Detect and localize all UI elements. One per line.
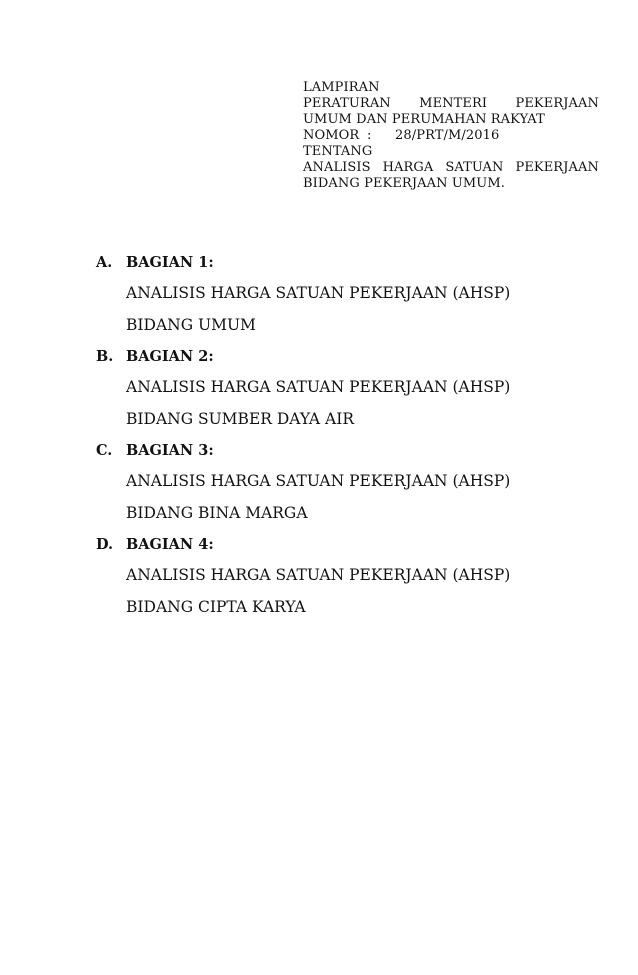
section-d <box>96 534 616 618</box>
section-b <box>96 346 616 430</box>
section-title: BAGIAN 2: <box>126 348 214 365</box>
section-line: ANALISIS HARGA SATUAN PEKERJAAN (AHSP) <box>126 378 511 396</box>
header-line-analisis <box>303 160 599 176</box>
section-line: ANALISIS HARGA SATUAN PEKERJAAN (AHSP) <box>126 566 511 584</box>
section-line: BIDANG CIPTA KARYA <box>126 598 306 616</box>
header-word: PEKERJAAN <box>515 160 599 175</box>
header-line-bidang: BIDANG PEKERJAAN UMUM. <box>303 176 505 191</box>
section-line: BIDANG UMUM <box>126 316 256 334</box>
header-line-tentang: TENTANG <box>303 144 373 159</box>
header-line-lampiran: LAMPIRAN <box>303 80 380 95</box>
section-title: BAGIAN 4: <box>126 536 214 553</box>
section-letter: A. <box>96 254 113 271</box>
section-title: BAGIAN 3: <box>126 442 214 459</box>
header-word: SATUAN <box>445 160 504 175</box>
section-heading <box>96 440 616 462</box>
section-letter: B. <box>96 348 114 365</box>
section-letter: C. <box>96 442 113 459</box>
section-line: BIDANG SUMBER DAYA AIR <box>126 410 354 428</box>
section-c <box>96 440 616 524</box>
section-list <box>96 252 616 618</box>
section-heading <box>96 534 616 556</box>
header-word: ANALISIS <box>303 160 371 175</box>
nomor-label: NOMOR <box>303 128 360 143</box>
nomor-colon: : <box>367 128 372 143</box>
section-letter: D. <box>96 536 114 553</box>
section-heading <box>96 252 616 274</box>
header-word: PERATURAN <box>303 96 391 111</box>
section-line: ANALISIS HARGA SATUAN PEKERJAAN (AHSP) <box>126 284 511 302</box>
section-title: BAGIAN 1: <box>126 254 214 271</box>
section-line: BIDANG BINA MARGA <box>126 504 308 522</box>
nomor-value: 28/PRT/M/2016 <box>395 128 500 143</box>
lampiran-header <box>303 80 599 192</box>
header-line-nomor <box>303 128 599 144</box>
header-word: HARGA <box>382 160 434 175</box>
header-line-peraturan <box>303 96 599 112</box>
section-line: ANALISIS HARGA SATUAN PEKERJAAN (AHSP) <box>126 472 511 490</box>
header-word: MENTERI <box>419 96 488 111</box>
header-word: PEKERJAAN <box>515 96 599 111</box>
section-a <box>96 252 616 336</box>
header-line-umum: UMUM DAN PERUMAHAN RAKYAT <box>303 112 545 127</box>
section-heading <box>96 346 616 368</box>
